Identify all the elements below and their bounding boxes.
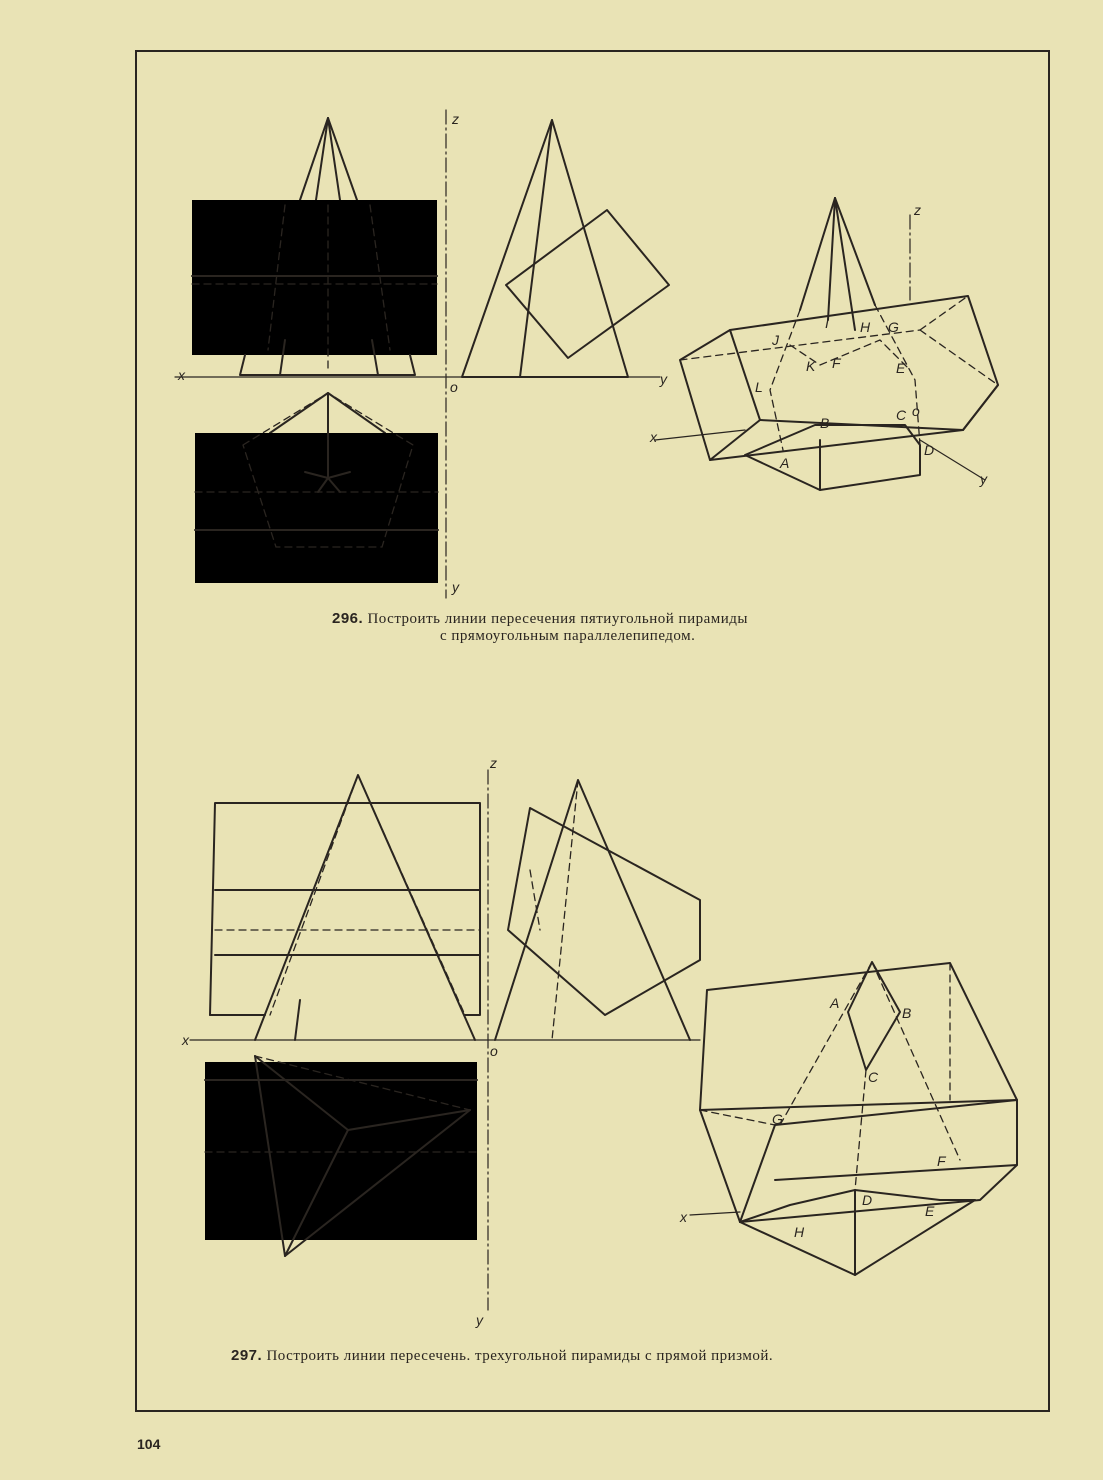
- figure-296-axonometric-view: [649, 198, 998, 490]
- caption-297-text: Построить линии пересечень. трехугольной пирамиды с прямой призмой.: [266, 1348, 774, 1364]
- axis-label-x: x: [178, 367, 185, 383]
- figure-297-axonometric-view: [679, 962, 1017, 1275]
- problem-number-297: 297.: [231, 1347, 263, 1364]
- page-number: 104: [137, 1436, 161, 1452]
- point-label-G: G: [772, 1111, 783, 1127]
- figure-296-side-view: [462, 120, 669, 377]
- axis-label-x: x: [182, 1032, 189, 1048]
- axis-label-y: y: [660, 371, 667, 387]
- point-label-D: D: [924, 442, 935, 458]
- caption-296-line2: с прямоугольным параллелепипедом.: [440, 628, 696, 644]
- point-label-C: C: [896, 407, 907, 423]
- point-label-K: K: [806, 358, 816, 374]
- point-label-G: G: [888, 319, 899, 335]
- point-label-I: I: [825, 315, 829, 331]
- axis-label-z: z: [452, 111, 459, 127]
- figure-296-top-view: [195, 393, 438, 583]
- point-label-C: C: [868, 1069, 879, 1085]
- axis-label-y-bottom: y: [452, 579, 459, 595]
- axis-label-y: y: [980, 471, 987, 487]
- problem-number-296: 296.: [332, 610, 364, 627]
- figure-297-axes: [181, 755, 700, 1328]
- axis-label-x: x: [680, 1209, 687, 1225]
- point-label-B: B: [902, 1005, 912, 1021]
- caption-296: [332, 610, 748, 628]
- figure-296-front-view: [192, 118, 437, 375]
- caption-296-line1: Построить линии пересечения пятиугольной пирамиды: [367, 611, 748, 627]
- figure-297-top-view: [205, 1056, 477, 1256]
- point-label-F: F: [832, 355, 841, 371]
- caption-297: [231, 1347, 773, 1365]
- axis-label-z: z: [490, 755, 497, 771]
- axis-label-y: y: [476, 1312, 483, 1328]
- point-label-B: B: [820, 415, 830, 431]
- point-label-H: H: [860, 319, 871, 335]
- point-label-E: E: [896, 360, 906, 376]
- point-label-J: J: [772, 332, 779, 348]
- axis-label-z: z: [914, 202, 921, 218]
- axis-label-o: o: [450, 379, 458, 395]
- figure-297-front-view: [210, 775, 480, 1040]
- point-label-A: A: [780, 455, 790, 471]
- point-label-H: H: [794, 1224, 805, 1240]
- axis-label-o: o: [490, 1043, 498, 1059]
- figure-297-side-view: [495, 780, 700, 1040]
- point-label-E: E: [925, 1203, 935, 1219]
- point-label-F: F: [937, 1153, 946, 1169]
- point-label-L: L: [755, 379, 763, 395]
- point-label-D: D: [862, 1192, 873, 1208]
- axis-label-x: x: [650, 429, 657, 445]
- point-label-A: A: [830, 995, 840, 1011]
- point-label-o: o: [912, 403, 920, 419]
